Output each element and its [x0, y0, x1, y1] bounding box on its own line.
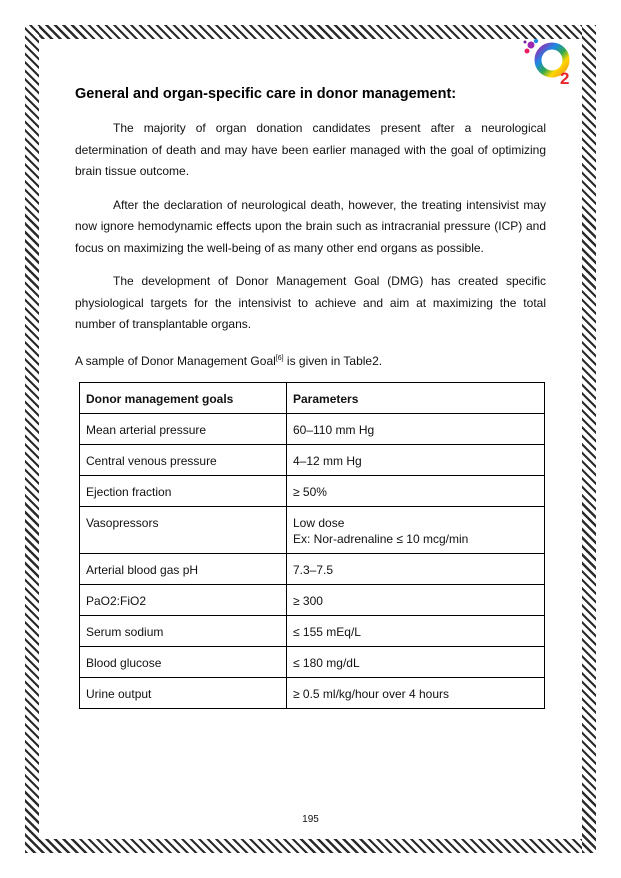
goal-cell: Urine output: [80, 678, 287, 709]
table-intro: [75, 348, 546, 373]
header-parameters: Parameters: [287, 383, 545, 414]
table-row: [80, 585, 545, 616]
page-border-bottom: [25, 839, 596, 853]
parameter-cell: ≥ 0.5 ml/kg/hour over 4 hours: [287, 678, 545, 709]
table-row: [80, 678, 545, 709]
parameter-cell: ≤ 180 mg/dL: [287, 647, 545, 678]
table-row: [80, 616, 545, 647]
table-intro-tail: is given in Table2.: [283, 353, 383, 368]
page-number: 195: [302, 814, 319, 825]
o2-logo-icon: [522, 38, 578, 88]
paragraph-3: The development of Donor Management Goal (DMG) has created specific physiological targets for the intensivist to achieve and aim at maximizing the total number of transplantable organs.: [75, 274, 546, 331]
table-row: [80, 554, 545, 585]
goal-cell: Arterial blood gas pH: [80, 554, 287, 585]
paragraph-1: The majority of organ donation candidates present after a neurological determination of death and may have been earlier managed with the goal of optimizing brain tissue outcome.: [75, 121, 546, 178]
parameter-line-1: Low dose: [293, 516, 345, 530]
page-border-left: [25, 25, 39, 853]
table-row: [80, 507, 545, 554]
citation-reference[interactable]: [6]: [275, 354, 284, 362]
parameter-line-2: Ex: Nor-adrenaline ≤ 10 mcg/min: [293, 532, 469, 546]
parameter-cell: ≥ 50%: [287, 476, 545, 507]
page-border-right: [582, 25, 596, 853]
parameter-cell: 60–110 mm Hg: [287, 414, 545, 445]
parameter-cell: 7.3–7.5: [287, 554, 545, 585]
table-row: [80, 414, 545, 445]
goal-cell: Central venous pressure: [80, 445, 287, 476]
parameter-cell: ≥ 300: [287, 585, 545, 616]
parameter-cell: 4–12 mm Hg: [287, 445, 545, 476]
paragraph-2: After the declaration of neurological death, however, the treating intensivist may now ignore hemodynamic effects upon the brain such as intracranial pressure (ICP) and focus on maximizing the well-being of as many other end organs as possible.: [75, 197, 546, 255]
goal-cell: PaO2:FiO2: [80, 585, 287, 616]
goal-cell: Mean arterial pressure: [80, 414, 287, 445]
table-header-row: [80, 383, 545, 414]
table-intro-text: A sample of Donor Management Goal: [75, 353, 276, 368]
goal-cell: Serum sodium: [80, 616, 287, 647]
goal-cell: Ejection fraction: [80, 476, 287, 507]
svg-text:2: 2: [560, 69, 570, 88]
table-row: [80, 647, 545, 678]
goal-cell: Blood glucose: [80, 647, 287, 678]
parameter-cell: ≤ 155 mEq/L: [287, 616, 545, 647]
header-goals: Donor management goals: [80, 383, 287, 414]
section-heading: General and organ-specific care in donor management:: [75, 86, 457, 102]
page-border-top: [25, 25, 596, 39]
table-row: [80, 476, 545, 507]
parameter-cell: [287, 507, 545, 554]
goal-cell: Vasopressors: [80, 507, 287, 554]
document-body: [75, 82, 546, 709]
table-row: [80, 445, 545, 476]
donor-management-table: [79, 382, 545, 709]
